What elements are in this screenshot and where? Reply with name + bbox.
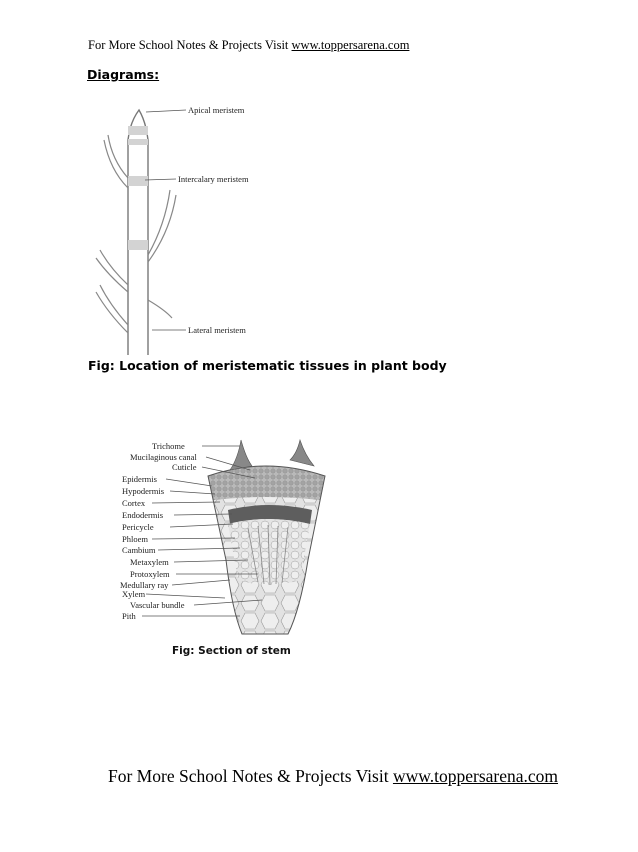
epidermis-layer	[200, 450, 335, 502]
trichome-left	[230, 440, 252, 470]
footer-link[interactable]: www.toppersarena.com	[392, 766, 559, 786]
label-pith: Pith	[122, 611, 136, 621]
label-apical-meristem: Apical meristem	[188, 105, 245, 115]
label-mucilaginous-canal: Mucilaginous canal	[130, 452, 197, 462]
label-vascular-bundle: Vascular bundle	[130, 600, 185, 610]
label-trichome: Trichome	[152, 441, 185, 451]
label-intercalary-meristem: Intercalary meristem	[178, 174, 249, 184]
label-phloem: Phloem	[122, 534, 148, 544]
header-text: For More School Notes & Projects Visit	[88, 38, 292, 52]
label-cambium: Cambium	[122, 545, 156, 555]
label-metaxylem: Metaxylem	[130, 557, 169, 567]
label-xylem: Xylem	[122, 589, 146, 599]
figure2-caption: Fig: Section of stem	[172, 645, 291, 657]
trichome-right	[290, 440, 314, 466]
label-lateral-meristem: Lateral meristem	[188, 325, 246, 335]
label-cuticle: Cuticle	[172, 462, 197, 472]
label-epidermis: Epidermis	[122, 474, 157, 484]
label-hypodermis: Hypodermis	[122, 486, 165, 496]
label-endodermis: Endodermis	[122, 510, 164, 520]
footer-text: For More School Notes & Projects Visit	[108, 766, 393, 786]
section-heading: Diagrams:	[87, 67, 160, 82]
label-cortex: Cortex	[122, 498, 146, 508]
figure1-caption: Fig: Location of meristematic tissues in plant body	[88, 358, 447, 373]
label-medullary-ray: Medullary ray	[120, 580, 169, 590]
page-footer	[108, 766, 558, 787]
label-protoxylem: Protoxylem	[130, 569, 170, 579]
label-pericycle: Pericycle	[122, 522, 154, 532]
header-link[interactable]: www.toppersarena.com	[291, 38, 410, 52]
stem-section	[200, 450, 335, 640]
